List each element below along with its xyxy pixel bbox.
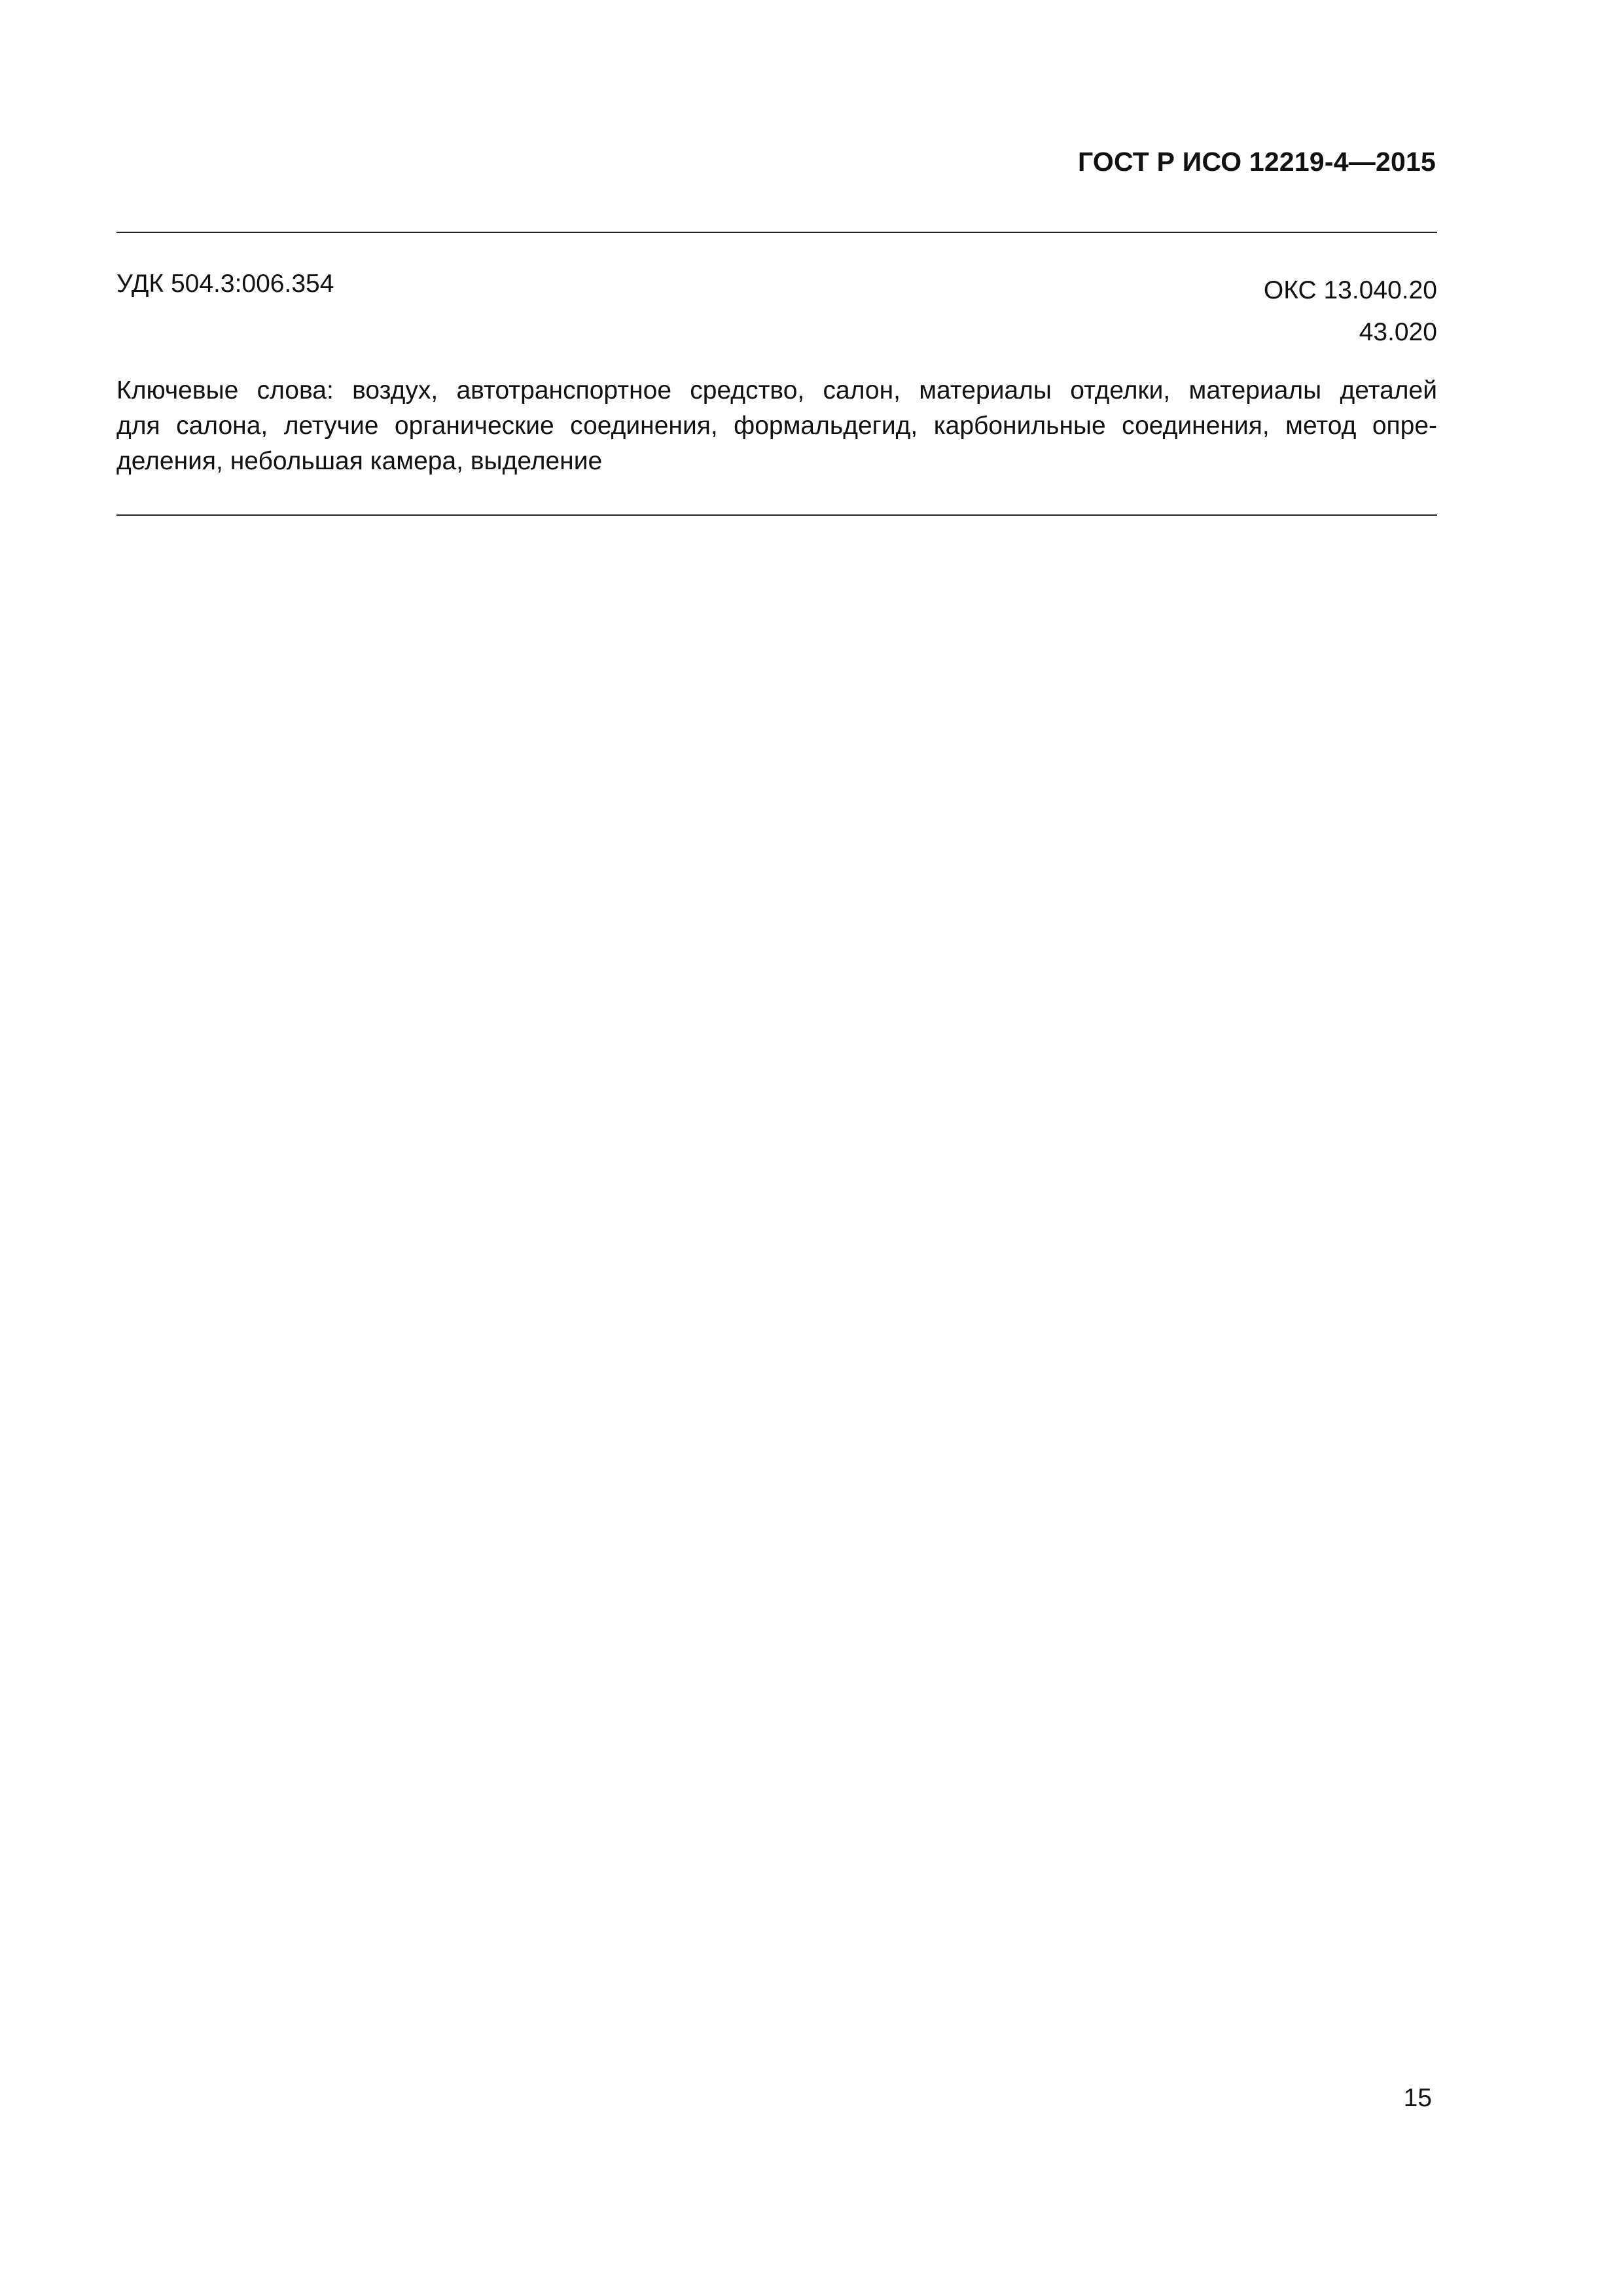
bottom-divider bbox=[116, 514, 1437, 516]
oks-code-secondary: 43.020 bbox=[1359, 318, 1437, 346]
oks-codes bbox=[1264, 270, 1437, 353]
keywords-line: для салона, летучие органические соединения, формальдегид, карбонильные соединения, метод опре- bbox=[116, 412, 1437, 440]
keywords-line: Ключевые слова: воздух, автотранспортное средство, салон, материалы отделки, материалы деталей bbox=[116, 376, 1437, 404]
page-number: 15 bbox=[1403, 2084, 1432, 2112]
keywords-line: деления, небольшая камера, выделение bbox=[116, 447, 603, 475]
keywords-paragraph bbox=[116, 373, 1437, 479]
oks-code-primary: ОКС 13.040.20 bbox=[1263, 276, 1437, 304]
top-divider bbox=[116, 232, 1437, 233]
standard-code-header: ГОСТ Р ИСО 12219-4—2015 bbox=[1078, 147, 1436, 177]
udk-code: УДК 504.3:006.354 bbox=[116, 270, 334, 298]
